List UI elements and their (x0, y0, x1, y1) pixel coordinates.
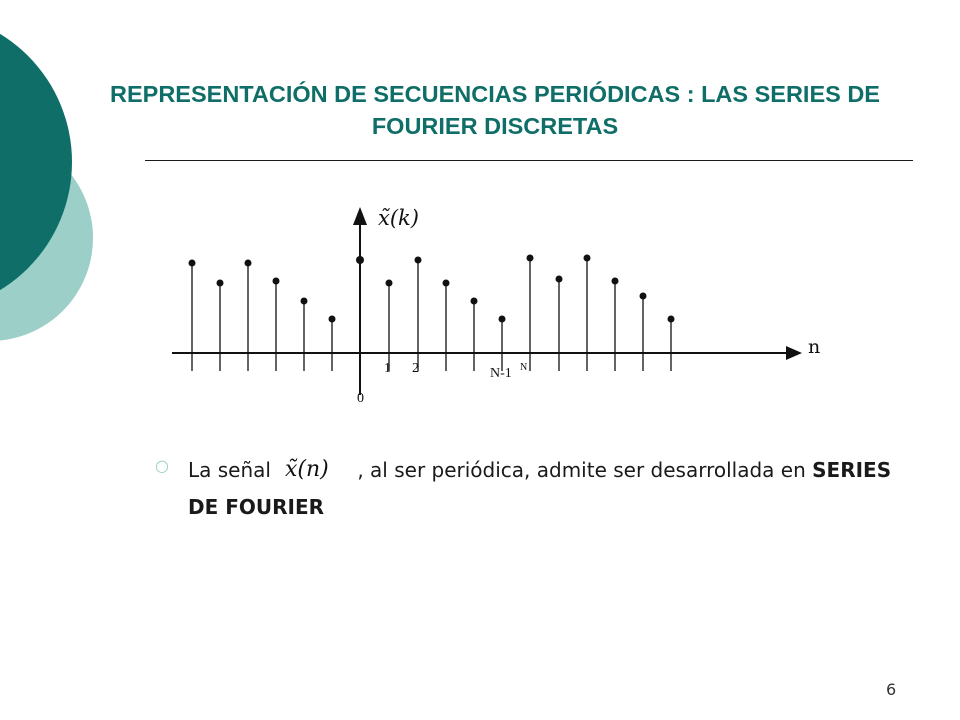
stem-dot-2 (245, 260, 252, 267)
stem-dot-11 (499, 316, 506, 323)
stem-dot-1 (217, 280, 224, 287)
tick-label-0: 0 (357, 391, 364, 406)
stem-dot-6 (356, 256, 364, 264)
bullet-marker: ○ (155, 456, 169, 475)
x-axis-label: n (808, 336, 821, 358)
stem-dot-17 (668, 316, 675, 323)
bullet-text-after: , al ser periódica, admite ser desarrollada en (357, 458, 813, 482)
stem-dot-12 (527, 255, 534, 262)
stem-dot-0 (189, 260, 196, 267)
signal-symbol (277, 453, 357, 483)
bullet-text-bold: SERIES DE FOURIER (188, 458, 892, 519)
signal-symbol-text: x̃(n) (285, 457, 330, 482)
stem-dot-15 (612, 278, 619, 285)
x-axis-arrow (786, 346, 802, 360)
tick-label-1: 1 (384, 361, 391, 376)
bullet-text-before: La señal (188, 458, 271, 482)
stem-dot-16 (640, 293, 647, 300)
title-divider (145, 160, 913, 161)
periodic-sequence-stem-plot (150, 185, 850, 415)
stem-dot-10 (471, 298, 478, 305)
bullet-paragraph (188, 452, 908, 526)
stem-dot-9 (443, 280, 450, 287)
page-number: 6 (886, 680, 897, 699)
stem-dot-3 (273, 278, 280, 285)
tick-label-n-minus-1: N-1 (490, 366, 512, 381)
slide-title: REPRESENTACIÓN DE SECUENCIAS PERIÓDICAS : LAS SERIES DE FOURIER DISCRETAS (110, 81, 880, 139)
stem-dot-4 (301, 298, 308, 305)
stem-dot-7 (386, 280, 393, 287)
tick-label-2: 2 (412, 361, 419, 376)
stem-dot-14 (584, 255, 591, 262)
decorative-circles (0, 0, 120, 400)
stem-dot-8 (415, 257, 422, 264)
tick-label-n: N (520, 362, 528, 373)
y-axis-label: x̃(k) (378, 206, 419, 230)
stem-dot-13 (556, 276, 563, 283)
stem-dot-5 (329, 316, 336, 323)
y-axis-arrow (353, 207, 367, 225)
